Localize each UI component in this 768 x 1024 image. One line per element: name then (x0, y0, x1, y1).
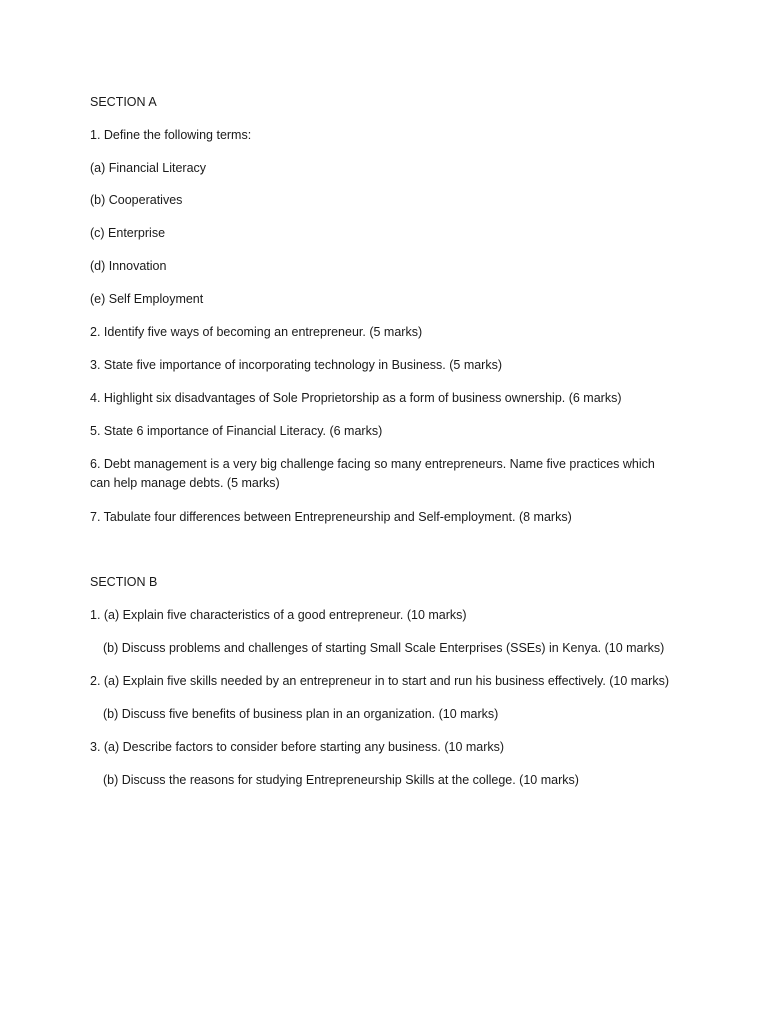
question-b2a: 2. (a) Explain five skills needed by an entrepreneur in to start and run his business effectively. (10 marks) (90, 674, 669, 688)
question-a2: 2. Identify five ways of becoming an entrepreneur. (5 marks) (90, 325, 423, 339)
question-b1b: (b) Discuss problems and challenges of starting Small Scale Enterprises (SSEs) in Kenya. (10 marks) (103, 641, 665, 655)
term-item: (b) Cooperatives (90, 193, 183, 207)
term-item: (e) Self Employment (90, 292, 204, 306)
question-a6-line2: can help manage debts. (5 marks) (90, 476, 280, 490)
question-b3b: (b) Discuss the reasons for studying Entrepreneurship Skills at the college. (10 marks) (103, 773, 579, 787)
question-b1a: 1. (a) Explain five characteristics of a good entrepreneur. (10 marks) (90, 608, 467, 622)
question-b3a: 3. (a) Describe factors to consider before starting any business. (10 marks) (90, 740, 505, 754)
term-item: (c) Enterprise (90, 226, 166, 240)
question-a6-line1: 6. Debt management is a very big challenge facing so many entrepreneurs. Name five practices which (90, 457, 655, 471)
question-b2b: (b) Discuss five benefits of business plan in an organization. (10 marks) (103, 707, 499, 721)
section-a-heading: SECTION A (90, 95, 157, 109)
question-a5: 5. State 6 importance of Financial Literacy. (6 marks) (90, 424, 383, 438)
term-item: (a) Financial Literacy (90, 161, 207, 175)
question-a7: 7. Tabulate four differences between Entrepreneurship and Self-employment. (8 marks) (90, 510, 572, 524)
term-item: (d) Innovation (90, 259, 167, 273)
section-b-heading: SECTION B (90, 575, 158, 589)
question-a4: 4. Highlight six disadvantages of Sole Proprietorship as a form of business ownership. (6 marks) (90, 391, 622, 405)
question-a1: 1. Define the following terms: (90, 128, 252, 142)
question-a3: 3. State five importance of incorporating technology in Business. (5 marks) (90, 358, 503, 372)
